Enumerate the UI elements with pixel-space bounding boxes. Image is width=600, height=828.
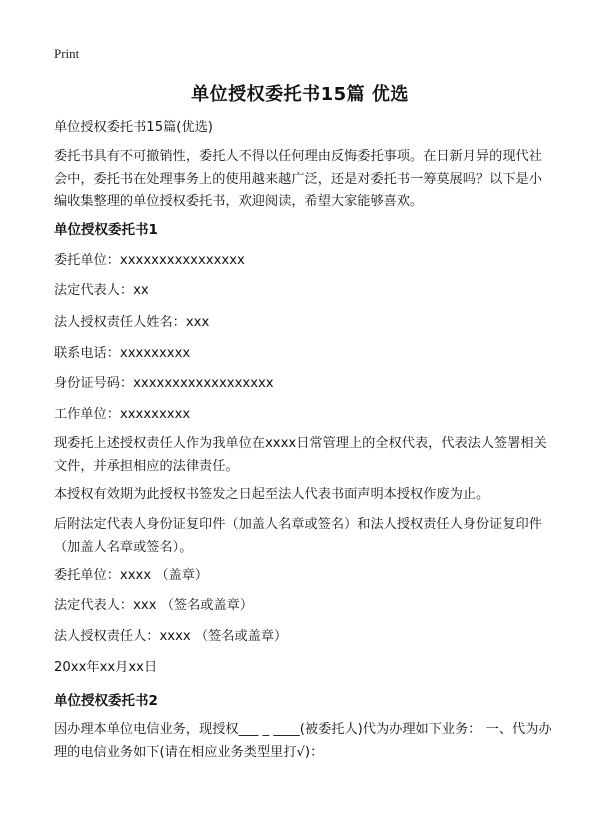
field-authorized-person-name: 法人授权责任人姓名：xxx	[54, 315, 210, 330]
field-legal-representative: 法定代表人：xx	[54, 283, 149, 298]
signature-authorized-person: 法人授权责任人：xxxx （签名或盖章）	[54, 629, 288, 644]
signature-entrusting-unit: 委托单位：xxxx （盖章）	[54, 568, 209, 583]
page-title: 单位授权委托书15篇 优选	[191, 84, 409, 105]
body-paragraph-validity: 本授权有效期为此授权书签发之日起至法人代表书面声明本授权作废为止。	[54, 487, 490, 502]
field-id-number: 身份证号码：xxxxxxxxxxxxxxxxxx	[54, 376, 274, 391]
subtitle: 单位授权委托书15篇(优选)	[54, 120, 213, 135]
print-label[interactable]: Print	[54, 46, 80, 61]
body-paragraph-authorization: 现委托上述授权责任人作为我单位在xxxx日常管理上的全权代表，代表法人签署相关文件，并承担相应的法律责任。	[54, 436, 547, 474]
section-2-heading: 单位授权委托书2	[54, 693, 158, 709]
intro-paragraph: 委托书具有不可撤销性，委托人不得以任何理由反悔委托事项。在日新月异的现代社会中，委托书在处理事务上的使用越来越广泛，还是对委托书一筹莫展吗？以下是小编收集整理的单位授权委托书，欢迎阅读，希望大家能够喜欢。	[54, 149, 542, 209]
section-1-heading: 单位授权委托书1	[54, 222, 158, 238]
signature-legal-representative: 法定代表人：xxx （签名或盖章）	[54, 598, 254, 613]
field-work-unit: 工作单位：xxxxxxxxx	[54, 407, 191, 422]
field-phone: 联系电话：xxxxxxxxx	[54, 346, 191, 361]
body-paragraph-attachments: 后附法定代表人身份证复印件（加盖人名章或签名）和法人授权责任人身份证复印件（加盖人名章或签名）。	[54, 517, 542, 555]
signature-date: 20xx年xx月xx日	[54, 660, 158, 675]
section-2-body: 因办理本单位电信业务，现授权___ _ ____(被委托人)代为办理如下业务： 一、代为办理的电信业务如下(请在相应业务类型里打√)：	[54, 722, 552, 760]
field-entrusting-unit: 委托单位：xxxxxxxxxxxxxxxx	[54, 253, 245, 268]
